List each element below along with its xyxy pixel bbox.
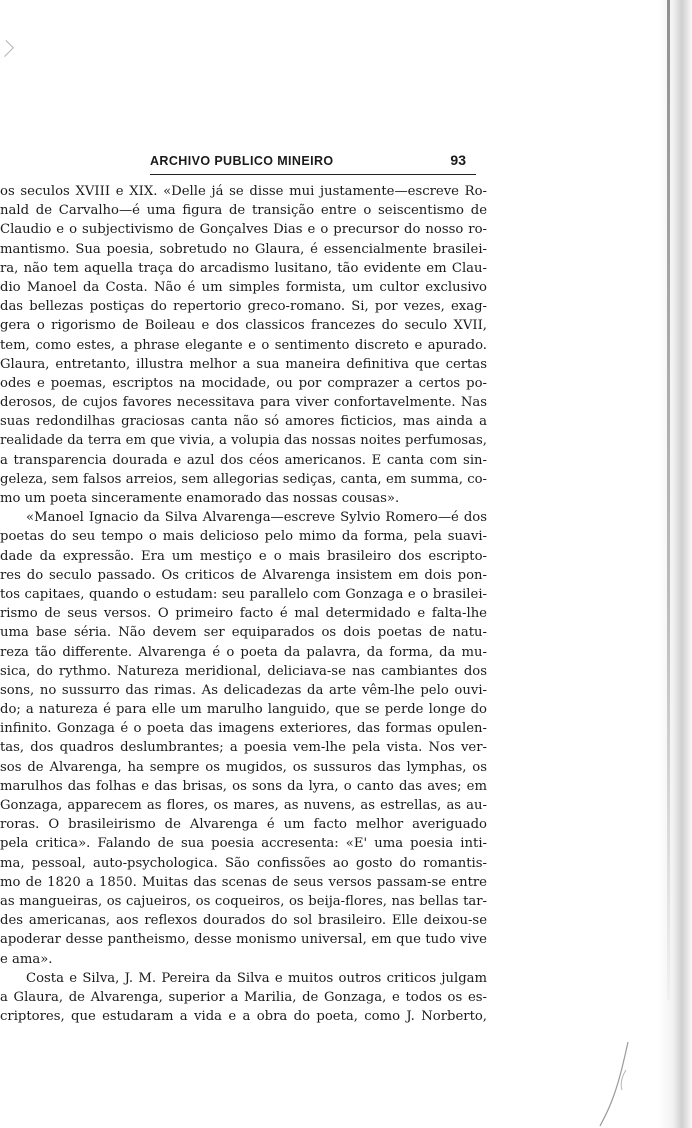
text-line: dade da expressão. Era um mestiço e o mais brasileiro dos escripto- bbox=[0, 548, 487, 564]
text-line: res do seculo passado. Os criticos de Alvarenga insistem em dois pon- bbox=[0, 567, 487, 583]
text-line: a transparencia dourada e azul dos céos americanos. E canta com sin- bbox=[0, 452, 487, 468]
page-edge-line bbox=[667, 0, 670, 1000]
text-line: os seculos XVIII e XIX. «Delle já se disse mui justamente—escreve Ro- bbox=[0, 184, 487, 199]
text-line: sica, do rythmo. Natureza meridional, deliciava-se nas cambiantes dos bbox=[0, 663, 487, 679]
text-line: Gonzaga, apparecem as flores, os mares, as nuvens, as estrellas, as au- bbox=[0, 798, 487, 813]
body-text bbox=[0, 182, 487, 1026]
page-number: 93 bbox=[450, 152, 466, 168]
text-line: a Glaura, de Alvarenga, superior a Marilia, de Gonzaga, e todos os es- bbox=[0, 989, 487, 1005]
text-line: mo um poeta sinceramente enamorado das nossas cousas». bbox=[0, 491, 400, 506]
text-line: ma, pessoal, auto-psychologica. São confissões ao gosto do romantis- bbox=[0, 855, 487, 871]
text-line: derosos, de cujos favores necessitava para viver confortavelmente. Nas bbox=[0, 395, 487, 411]
text-line: roras. O brasileirismo de Alvarenga é um facto melhor averiguado bbox=[0, 817, 487, 833]
text-line: nald de Carvalho—é uma figura de transição entre o seiscentismo de bbox=[0, 203, 487, 219]
text-line: criptores, que estudaram a vida e a obra do poeta, como J. Norberto, bbox=[0, 1009, 487, 1025]
text-line: gera o rigorismo de Boileau e dos classicos francezes do seculo XVII, bbox=[0, 318, 487, 334]
pencil-scribble bbox=[598, 1040, 638, 1128]
text-line: mantismo. Sua poesia, sobretudo no Glaura, é essencialmente brasilei- bbox=[0, 241, 487, 257]
text-line: realidade da terra em que vivia, a volupia das nossas noites perfumosas, bbox=[0, 433, 487, 449]
corner-mark bbox=[0, 40, 14, 57]
text-line: Costa e Silva, J. M. Pereira da Silva e muitos outros criticos julgam bbox=[26, 970, 487, 986]
page-edge-shadow bbox=[658, 0, 692, 1128]
text-line: pela critica». Falando de sua poesia accresenta: «E' uma poesia inti- bbox=[0, 836, 487, 852]
text-line: suas redondilhas graciosas canta não só amores ficticios, mas ainda a bbox=[0, 414, 487, 430]
text-line: tem, como estes, a phrase elegante e o sentimento discreto e apurado. bbox=[0, 337, 487, 353]
text-line: e ama». bbox=[0, 951, 53, 967]
header-title: ARCHIVO PUBLICO MINEIRO bbox=[150, 154, 334, 168]
text-line: do; a natureza é para elle um marulho languido, que se perde longe do bbox=[0, 702, 487, 718]
text-line: sons, no sussurro das rimas. As delicadezas da arte vêm-lhe pelo ouvi- bbox=[0, 682, 487, 698]
text-line: infinito. Gonzaga é o poeta das imagens exteriores, das formas opulen- bbox=[0, 721, 487, 737]
text-line: Glaura, entretanto, illustra melhor a sua maneira definitiva que certas bbox=[0, 356, 487, 372]
text-line: tas, dos quadros deslumbrantes; a poesia vem-lhe pela vista. Nos ver- bbox=[0, 740, 487, 756]
text-line: ra, não tem aquella traça do arcadismo lusitano, tão evidente em Clau- bbox=[0, 260, 487, 276]
text-line: sos de Alvarenga, ha sempre os mugidos, os sussuros das lymphas, os bbox=[0, 759, 487, 775]
text-line: «Manoel Ignacio da Silva Alvarenga—escreve Sylvio Romero—é dos bbox=[26, 510, 487, 526]
text-line: geleza, sem falsos arreios, sem allegorias sediças, canta, em summa, co- bbox=[0, 471, 487, 487]
text-line: tos capitaes, quando o estudam: seu parallelo com Gonzaga e o brasilei- bbox=[0, 586, 487, 602]
text-line: rismo de seus versos. O primeiro facto é mal determidado e falta-lhe bbox=[0, 606, 487, 622]
text-line: as mangueiras, os cajueiros, os coqueiros, os beija-flores, nas bellas tar- bbox=[0, 893, 487, 909]
running-header bbox=[150, 150, 476, 175]
text-line: das bellezas postiças do repertorio greco-romano. Si, por vezes, exag- bbox=[0, 299, 487, 315]
text-line: reza tão differente. Alvarenga é o poeta da palavra, da forma, da mu- bbox=[0, 644, 487, 660]
text-line: uma base séria. Não devem ser equiparados os dois poetas de natu- bbox=[0, 625, 487, 641]
text-line: odes e poemas, escriptos na mocidade, ou por comprazer a certos po- bbox=[0, 375, 487, 391]
text-line: marulhos das folhas e das brisas, os sons da lyra, o canto das aves; em bbox=[0, 778, 487, 794]
text-line: mo de 1820 a 1850. Muitas das scenas de seus versos passam-se entre bbox=[0, 874, 487, 890]
text-line: des americanas, aos reflexos dourados do sol brasileiro. Elle deixou-se bbox=[0, 913, 487, 929]
text-line: dio Manoel da Costa. Não é um simples formista, um cultor exclusivo bbox=[0, 279, 487, 295]
text-line: poetas do seu tempo o mais delicioso pelo mimo da forma, pela suavi- bbox=[0, 529, 487, 545]
text-line: Claudio e o subjectivismo de Gonçalves Dias e o precursor do nosso ro- bbox=[0, 222, 487, 238]
text-line: apoderar desse pantheismo, desse monismo universal, em que tudo vive bbox=[0, 932, 487, 948]
